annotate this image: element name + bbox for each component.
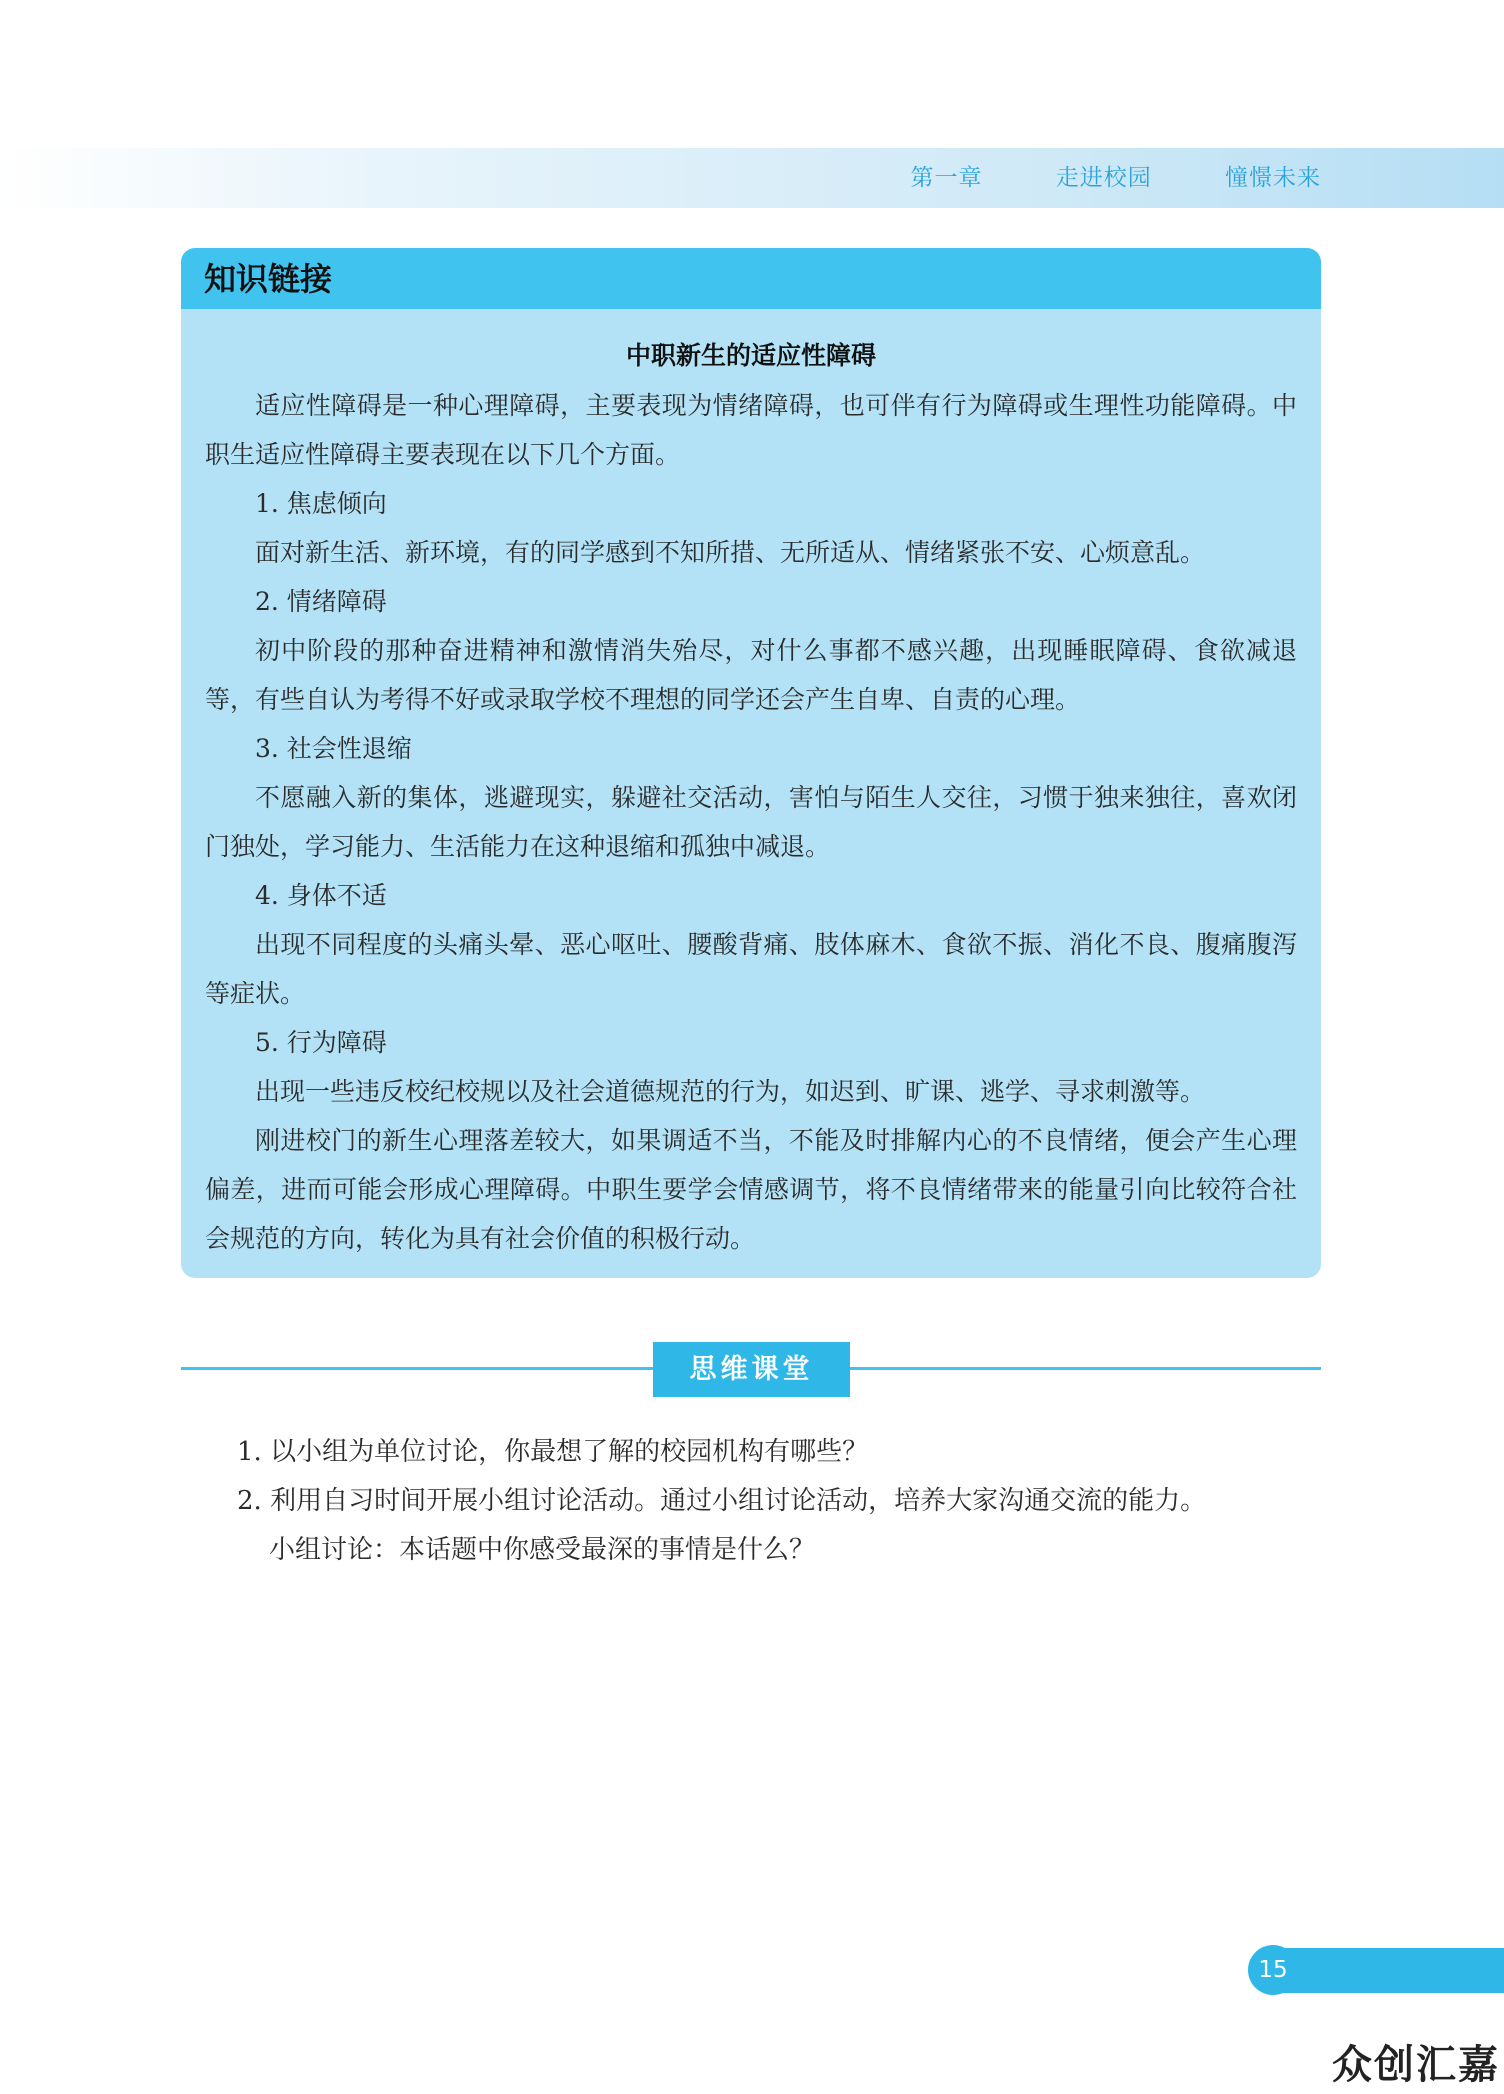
- thinking-section-title: 思维课堂: [653, 1342, 850, 1397]
- knowledge-box-subtitle: 中职新生的适应性障碍: [625, 341, 876, 370]
- discussion-prompt: 小组讨论：本话题中你感受最深的事情是什么？: [269, 1535, 816, 1565]
- item-heading: 4. 身体不适: [255, 881, 387, 910]
- item-text: 出现一些违反校纪校规以及社会道德规范的行为，如迟到、旷课、逃学、寻求刺激等。: [255, 1077, 1206, 1106]
- item-heading: 5. 行为障碍: [255, 1028, 387, 1057]
- chapter-header: 第一章 走进校园 憧憬未来: [910, 165, 1321, 191]
- item-text: 出现不同程度的头痛头晕、恶心呕吐、腰酸背痛、肢体麻木、食欲不振、消化不良、腹痛腹泻等症状。: [205, 930, 1297, 1008]
- knowledge-box-header: [181, 248, 1321, 309]
- item-text: 面对新生活、新环境，有的同学感到不知所措、无所适从、情绪紧张不安、心烦意乱。: [255, 538, 1206, 567]
- item-heading: 2. 情绪障碍: [255, 587, 387, 616]
- thinking-questions: [237, 1428, 1347, 1575]
- question-item: 1. 以小组为单位讨论，你最想了解的校园机构有哪些？: [237, 1437, 869, 1467]
- item-text: 不愿融入新的集体，逃避现实，躲避社交活动，害怕与陌生人交往，习惯于独来独往，喜欢闭门独处，学习能力、生活能力在这种退缩和孤独中减退。: [205, 783, 1297, 861]
- watermark-logo: 众创汇嘉: [1332, 2042, 1500, 2088]
- conclusion-paragraph: 刚进校门的新生心理落差较大，如果调适不当，不能及时排解内心的不良情绪，便会产生心理偏差，进而可能会形成心理障碍。中职生要学会情感调节，将不良情绪带来的能量引向比较符合社会规范的方向，转化为具有社会价值的积极行动。: [205, 1126, 1297, 1253]
- item-text: 初中阶段的那种奋进精神和激情消失殆尽，对什么事都不感兴趣，出现睡眠障碍、食欲减退等，有些自认为考得不好或录取学校不理想的同学还会产生自卑、自责的心理。: [205, 636, 1297, 714]
- knowledge-box-body: [205, 381, 1297, 1263]
- intro-paragraph: 适应性障碍是一种心理障碍，主要表现为情绪障碍，也可伴有行为障碍或生理性功能障碍。中职生适应性障碍主要表现在以下几个方面。: [205, 391, 1297, 469]
- knowledge-box-title: 知识链接: [204, 260, 333, 298]
- question-item: 2. 利用自习时间开展小组讨论活动。通过小组讨论活动，培养大家沟通交流的能力。: [237, 1486, 1207, 1516]
- knowledge-link-box: [181, 248, 1321, 1278]
- item-heading: 1. 焦虑倾向: [255, 489, 387, 518]
- item-heading: 3. 社会性退缩: [255, 734, 412, 763]
- page-number: 15: [1248, 1945, 1298, 1995]
